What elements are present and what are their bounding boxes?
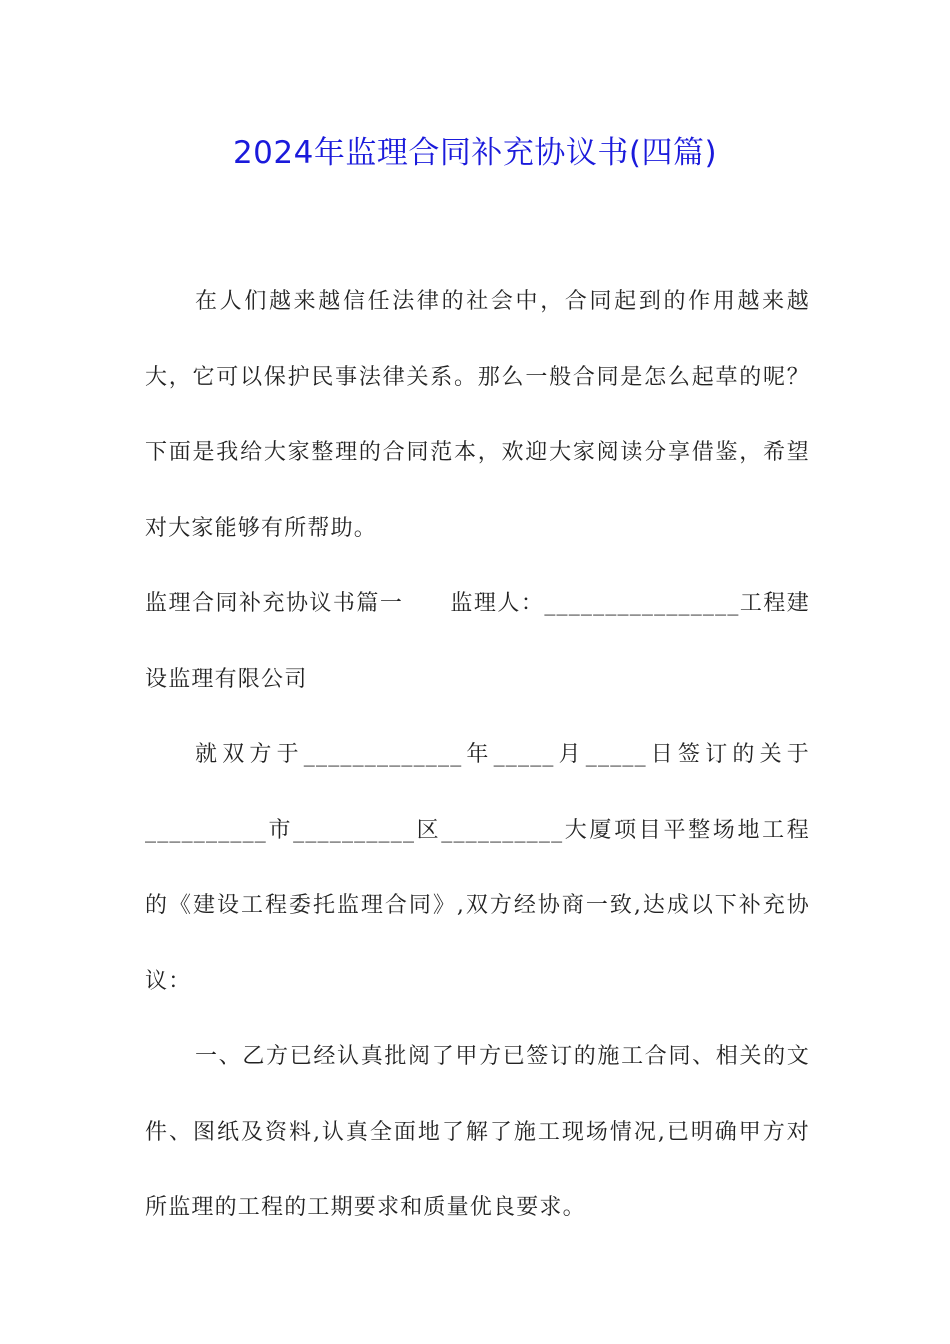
clause-one-paragraph: 一、乙方已经认真批阅了甲方已签订的施工合同、相关的文件、图纸及资料,认真全面地了解了施工现场情况,已明确甲方对所监理的工程的工期要求和质量优良要求。 — [145, 1044, 810, 1220]
intro-paragraph: 在人们越来越信任法律的社会中，合同起到的作用越来越大，它可以保护民事法律关系。那么一般合同是怎么起草的呢？下面是我给大家整理的合同范本，欢迎大家阅读分享借鉴，希望对大家能够有所帮助。 — [145, 289, 810, 541]
document-body — [145, 264, 810, 1246]
section-one-heading-paragraph: 监理合同补充协议书篇一 监理人：________________工程建设监理有限公司 — [145, 591, 810, 692]
agreement-preamble-paragraph: 就双方于_____________年_____月_____日签订的关于__________市__________区__________大厦项目平整场地工程的《建设工程委托监理合同》,双方经协商一致,达成以下补充协议： — [145, 742, 810, 994]
document-title: 2024年监理合同补充协议书(四篇) — [232, 135, 718, 171]
